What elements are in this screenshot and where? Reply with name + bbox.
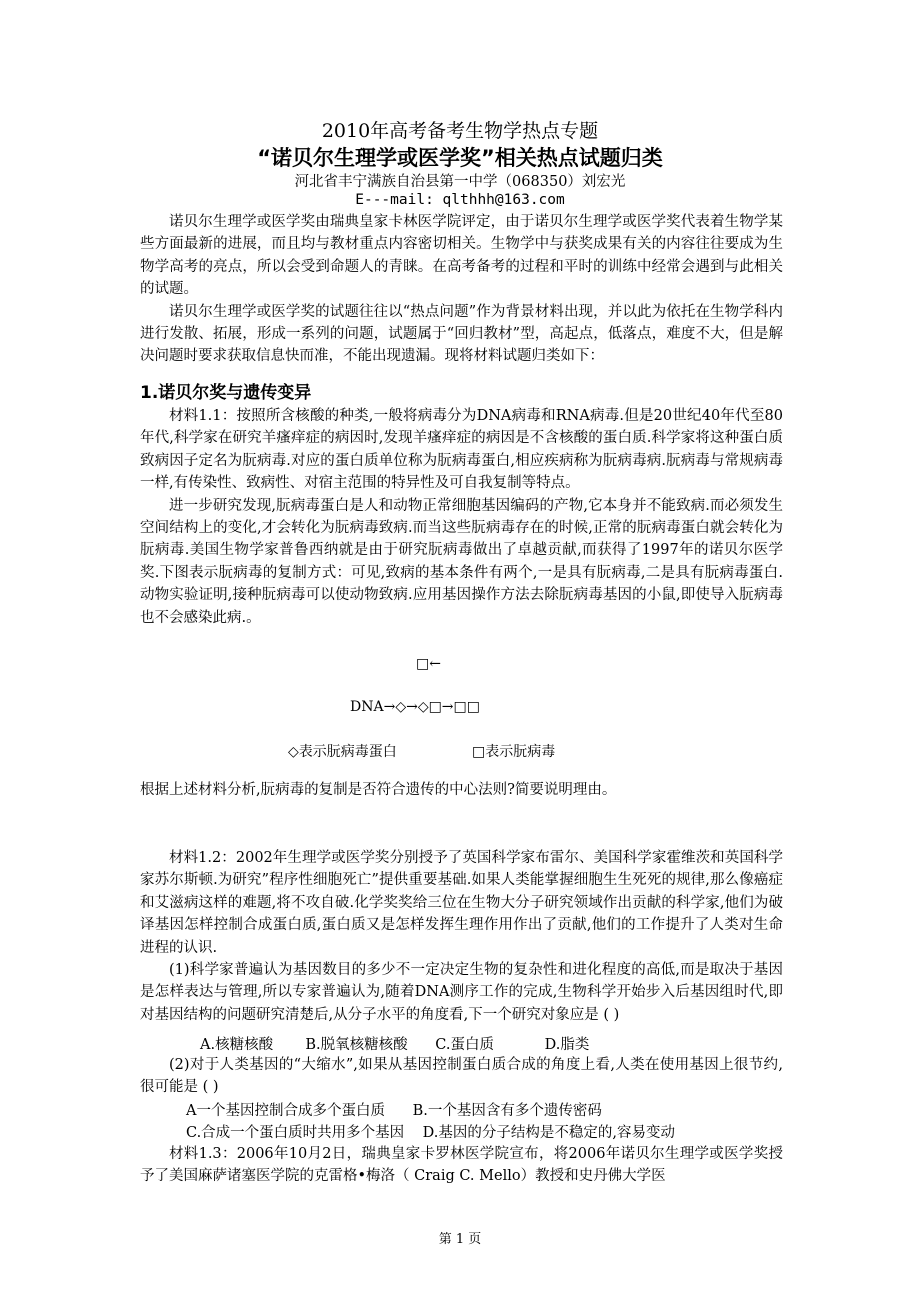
diagram-legend-diamond: ◇表示朊病毒蛋白: [288, 744, 397, 760]
material-1-1: [140, 405, 783, 629]
title-line-2: “诺贝尔生理学或医学奖”相关热点试题归类: [257, 146, 663, 170]
intro-paragraph: 诺贝尔生理学或医学奖的试题往往以“热点问题”作为背景材料出现，并以此为依托在生物学科内进行发散、拓展，形成一系列的问题，试题属于“回归教材”型，高起点，低落点，难度不大，但是解决问题时要求获取信息快而准，不能出现遗漏。现将材料试题归类如下：: [140, 303, 783, 365]
page-footer: 第 1 页: [438, 1232, 482, 1247]
material-1-3: [140, 1143, 783, 1188]
material-paragraph: 进一步研究发现,朊病毒蛋白是人和动物正常细胞基因编码的产物,它本身并不能致病.而必须发生空间结构上的变化,才会转化为朊病毒致病.而当这些朊病毒存在的时候,正常的朊病毒蛋白就会转化为朊病毒.美国生物学家普鲁西纳就是由于研究朊病毒做出了卓越贡献,而获得了1997年的诺贝尔医学奖.下图表示朊病毒的复制方式：可见,致病的基本条件有两个,一是具有朊病毒,二是具有朊病毒蛋白.动物实验证明,接种朊病毒可以使动物致病.应用基因操作方法去除朊病毒基因的小鼠,即使导入朊病毒也不会感染此病.。: [140, 497, 783, 626]
section-1-heading: 1.诺贝尔奖与遗传变异: [140, 383, 312, 403]
question-2: [140, 1054, 783, 1099]
question-1-1: [140, 779, 783, 801]
author-line: 河北省丰宁满族自治县第一中学（068350）刘宏光: [294, 174, 626, 190]
material-paragraph: 材料1.3：2006年10月2日，瑞典皇家卡罗林医学院宣布，将2006年诺贝尔生理学或医学奖授予了美国麻萨诸塞医学院的克雷格•梅洛（ Craig C. Mello）教授和史丹佛大学医: [140, 1146, 783, 1185]
material-1-2: [140, 847, 783, 1026]
q2-options-cd: C.合成一个蛋白质时共用多个基因 D.基因的分子结构是不稳定的,容易变动: [186, 1125, 675, 1141]
material-paragraph: 材料1.2：2002年生理学或医学奖分别授予了英国科学家布雷尔、美国科学家霍维茨和英国科学家苏尔斯顿.为研究”程序性细胞死亡”提供重要基础.如果人类能掌握细胞生生死死的规律,那么像癌症和艾滋病这样的难题,将不攻自破.化学奖奖给三位在生物大分子研究领域作出贡献的科学家,他们为破译基因怎样控制合成蛋白质,蛋白质又是怎样发挥生理作用作出了贡献,他们的工作提升了人类对生命进程的认识.: [140, 850, 783, 956]
title-line-1: 2010年高考备考生物学热点专题: [321, 120, 599, 142]
diagram-legend-square: □表示朊病毒: [472, 744, 556, 760]
intro-paragraph: 诺贝尔生理学或医学奖由瑞典皇家卡林医学院评定，由于诺贝尔生理学或医学奖代表着生物学某些方面最新的进展，而且均与教材重点内容密切相关。生物学中与获奖成果有关的内容往往要成为生物学高考的亮点，所以会受到命题人的青睐。在高考备考的过程和平时的训练中经常会遇到与此相关的试题。: [140, 214, 783, 298]
question-paragraph: (2)对于人类基因的“大缩水”,如果从基因控制蛋白质合成的角度上看,人类在使用基因上很节约,很可能是 ( ): [140, 1057, 783, 1096]
material-paragraph: 材料1.1：按照所含核酸的种类,一般将病毒分为DNA病毒和RNA病毒.但是20世纪40年代至80年代,科学家在研究羊瘙痒症的病因时,发现羊瘙痒症的病因是不含核酸的蛋白质.科学家将这种蛋白质致病因子定名为朊病毒.对应的蛋白质单位称为朊病毒蛋白,相应疾病称为朊病毒病.朊病毒与常规病毒一样,有传染性、致病性、对宿主范围的特异性及可自我复制等特点。: [140, 408, 783, 492]
q2-options-ab: A一个基因控制合成多个蛋白质 B.一个基因含有多个遗传密码: [186, 1103, 602, 1119]
email-line: E---mail: qlthhh@163.com: [355, 192, 565, 208]
diagram-middle-row: DNA→◇→◇□→□□: [350, 699, 480, 715]
question-paragraph: (1)科学家普遍认为基因数目的多少不一定决定生物的复杂性和进化程度的高低,而是取决于基因是怎样表达与管理,所以专家普遍认为,随着DNA测序工作的完成,生物科学开始步入后基因组时代,即对基因结构的问题研究清楚后,从分子水平的角度看,下一个研究对象应是 ( ): [140, 962, 783, 1023]
intro-section: [140, 211, 783, 368]
question-text: 根据上述材料分析,朊病毒的复制是否符合遗传的中心法则?简要说明理由。: [140, 782, 617, 798]
diagram-top-row: □←: [416, 656, 441, 672]
q1-options: A.核糖核酸 B.脱氧核糖核酸 C.蛋白质 D.脂类: [200, 1037, 590, 1053]
